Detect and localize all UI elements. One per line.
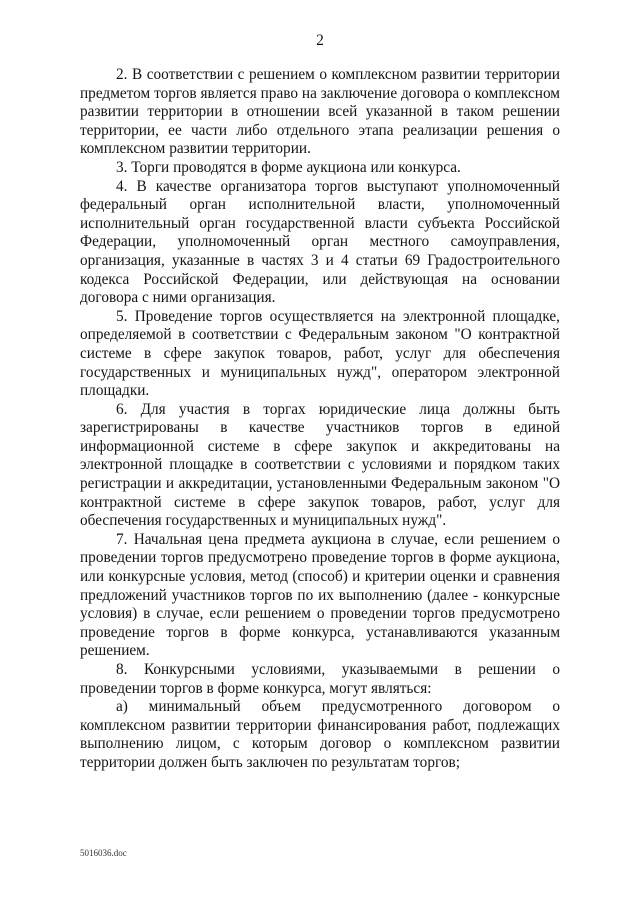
paragraph-6: 6. Для участия в торгах юридические лица должны быть зарегистрированы в качестве участников торгов в единой информационной системе в сфере закупок и аккредитованы на электронной площадке в соответствии с условиями и порядком таких регистрации и аккредитации, установленными Федеральным законом "О контрактной системе в сфере закупок товаров, работ, услуг для обеспечения государственных и муниципальных нужд". — [80, 400, 560, 530]
paragraph-4: 4. В качестве организатора торгов выступают уполномоченный федеральный орган исполнительной власти, уполномоченный исполнительный орган государственной власти субъекта Российской Федерации, уполномоченный орган местного самоуправления, организация, указанные в частях 3 и 4 статьи 69 Градостроительного кодекса Российской Федерации, или действующая на основании договора с ними организация. — [80, 177, 560, 307]
page-number: 2 — [316, 32, 324, 49]
paragraph-7: 7. Начальная цена предмета аукциона в случае, если решением о проведении торгов предусмотрено проведение торгов в форме аукциона, или конкурсные условия, метод (способ) и критерии оценки и сравнения предложений участников торгов по их выполнению (далее - конкурсные условия) в случае, если решением о проведении торгов предусмотрено проведение торгов в форме конкурса, устанавливаются указанным решением. — [80, 530, 560, 660]
paragraph-8: 8. Конкурсными условиями, указываемыми в решении о проведении торгов в форме конкурса, могут являться: — [80, 661, 560, 697]
paragraph-5: 5. Проведение торгов осуществляется на электронной площадке, определяемой в соответствии с Федеральным законом "О контрактной системе в сфере закупок товаров, работ, услуг для обеспечения государственных и муниципальных нужд", оператором электронной площадки. — [80, 307, 560, 400]
document-body — [80, 66, 560, 773]
paragraph-8a: а) минимальный объем предусмотренного договором о комплексном развитии территории финансирования работ, подлежащих выполнению лицом, с которым договор о комплексном развитии территории должен быть заключен по результатам торгов; — [80, 698, 560, 771]
footer-filename: 5016036.doc — [80, 848, 127, 858]
paragraph-3: 3. Торги проводятся в форме аукциона или конкурса. — [116, 158, 461, 176]
paragraph-2: 2. В соответствии с решением о комплексном развитии территории предметом торгов является право на заключение договора о комплексном развитии территории в отношении всей указанной в таком решении территории, ее части либо отдельного этапа реализации решения о комплексном развитии территории. — [80, 66, 560, 158]
